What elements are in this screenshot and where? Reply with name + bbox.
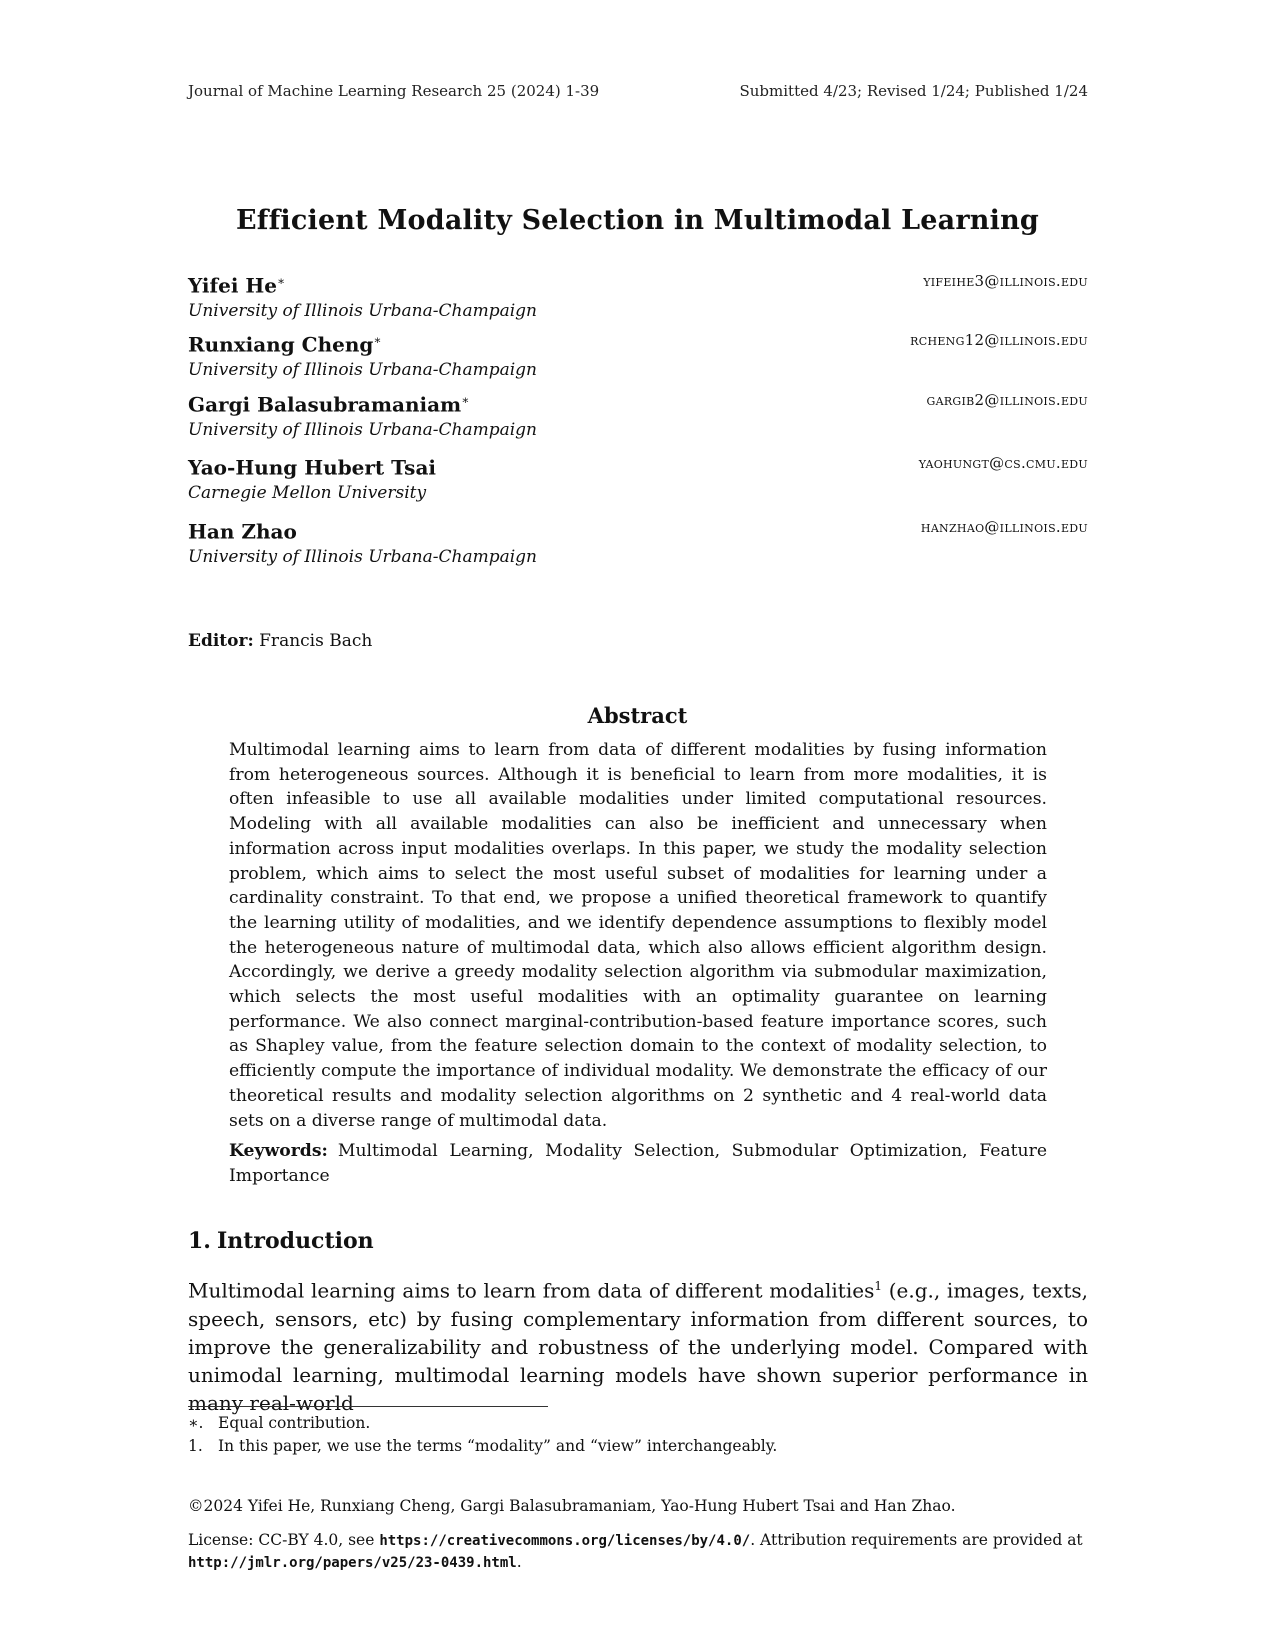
author-affiliation: University of Illinois Urbana-Champaign <box>188 359 538 380</box>
author-email: yifeihe3@illinois.edu <box>923 272 1088 290</box>
keywords-list: Multimodal Learning, Modality Selection, Submodular Optimization, Feature Importance <box>229 1141 1047 1186</box>
author-affiliation: University of Illinois Urbana-Champaign <box>188 419 538 440</box>
author-name: Han Zhao <box>188 519 297 544</box>
author-block <box>188 268 1088 323</box>
license-link[interactable]: https://creativecommons.org/licenses/by/4.0/ <box>379 1533 751 1549</box>
author-name: Runxiang Cheng∗ <box>188 332 382 357</box>
copyright-notice: ©2024 Yifei He, Runxiang Cheng, Gargi Balasubramaniam, Yao-Hung Hubert Tsai and Han Zhao. <box>188 1497 956 1515</box>
abstract-text: Multimodal learning aims to learn from data of different modalities by fusing information from heterogeneous sources. Although it is beneficial to learn from more modalities, it is often infeasible to use all available modalities under limited computational resources. Modeling with all available modalities can also be inefficient and unnecessary when information across input modalities overlaps. In this paper, we study the modality selection problem, which aims to select the most useful subset of modalities for learning under a cardinality constraint. To that end, we propose a unified theoretical framework to quantify the learning utility of modalities, and we identify dependence assumptions to flexibly model the heterogeneous nature of multimodal data, which also allows efficient algorithm design. Accordingly, we derive a greedy modality selection algorithm via submodular maximization, which selects the most useful modalities with an optimality guarantee on learning performance. We also connect marginal-contribution-based feature importance scores, such as Shapley value, from the feature selection domain to the context of modality selection, to efficiently compute the importance of individual modality. We demonstrate the efficacy of our theoretical results and modality selection algorithms on 2 synthetic and 4 real-world data sets on a diverse range of multimodal data. <box>229 740 1047 1131</box>
section-number: 1. <box>188 1228 211 1254</box>
author-block <box>188 387 1088 442</box>
abstract-heading: Abstract <box>587 703 688 728</box>
author-block <box>188 450 1088 505</box>
journal-header: Journal of Machine Learning Research 25 (2024) 1-39 <box>188 82 600 100</box>
section-title: Introduction <box>216 1228 374 1254</box>
author-name: Yifei He∗ <box>188 273 286 298</box>
abstract <box>229 738 1047 1189</box>
footnote: ∗. Equal contribution. <box>188 1414 371 1432</box>
footnote: 1. In this paper, we use the terms “modality” and “view” interchangeably. <box>188 1437 778 1455</box>
author-email: gargib2@illinois.edu <box>926 391 1088 409</box>
paper-link[interactable]: http://jmlr.org/papers/v25/23-0439.html <box>188 1555 517 1571</box>
editor-line <box>188 631 372 651</box>
editor-name: Francis Bach <box>259 631 373 651</box>
author-name: Gargi Balasubramaniam∗ <box>188 392 470 417</box>
author-name: Yao-Hung Hubert Tsai <box>188 455 436 480</box>
author-affiliation: Carnegie Mellon University <box>188 482 427 503</box>
intro-paragraph: Multimodal learning aims to learn from data of different modalities$^1$ (e.g., images, texts, speech, sensors, etc) by fusing complementary information from different sources, to improve the generalizability and robustness of the underlying model. Compared with unimodal learning, multimodal learning models have shown superior performance in many real-world <box>188 1278 1088 1415</box>
author-affiliation: University of Illinois Urbana-Champaign <box>188 546 538 567</box>
author-email: hanzhao@illinois.edu <box>920 518 1088 536</box>
author-block <box>188 327 1088 382</box>
license-notice: License: CC-BY 4.0, see https://creativecommons.org/licenses/by/4.0/. Attribution requirements are provided at http://jmlr.org/papers/v25/23-0439.html. <box>188 1531 1083 1571</box>
author-block <box>188 514 1088 569</box>
footnote-marker[interactable]: 1 <box>874 1279 882 1293</box>
introduction-text <box>188 1272 1088 1417</box>
author-affiliation: University of Illinois Urbana-Champaign <box>188 300 538 321</box>
submission-dates: Submitted 4/23; Revised 1/24; Published 1/24 <box>739 82 1088 100</box>
section-heading <box>188 1228 374 1254</box>
author-email: rcheng12@illinois.edu <box>910 331 1088 349</box>
editor-label: Editor: <box>188 631 254 651</box>
footnote-divider <box>188 1406 548 1407</box>
keywords <box>229 1139 1047 1188</box>
footnotes <box>188 1412 1088 1458</box>
keywords-label: Keywords: <box>229 1141 328 1162</box>
paper-title: Efficient Modality Selection in Multimodal Learning <box>236 205 1039 236</box>
author-email: yaohungt@cs.cmu.edu <box>918 454 1088 472</box>
